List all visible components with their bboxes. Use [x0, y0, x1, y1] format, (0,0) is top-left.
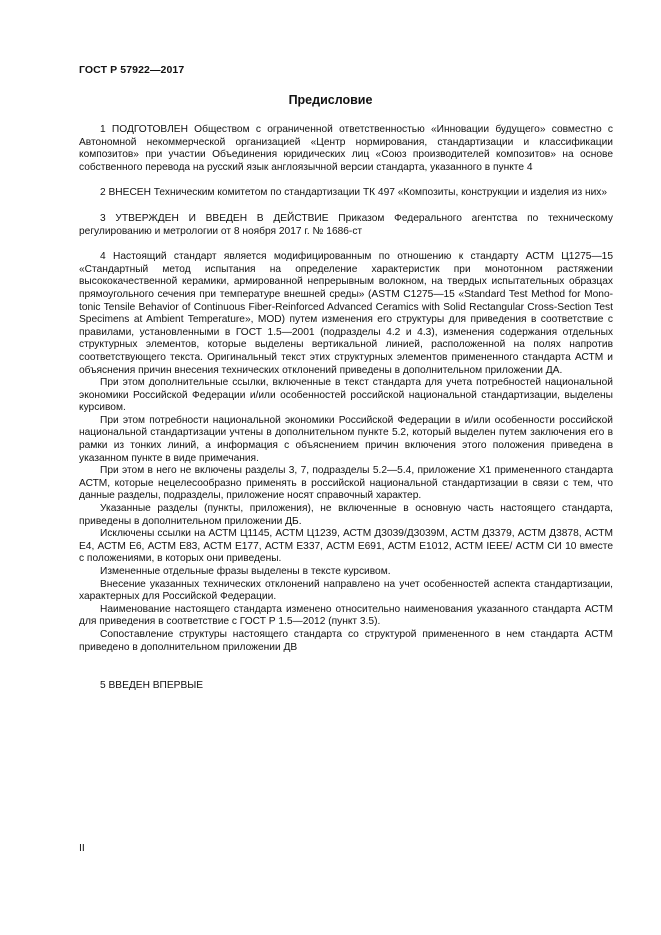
- paragraph-1-prepared: 1 ПОДГОТОВЛЕН Обществом с ограниченной ответственностью «Инновации будущего» совместно с Автономной некоммерческой организацией «Центр нормирования, стандартизации и классификации композитов» при участии Объединения юридических лиц «Союз производителей композитов» на основе собственного перевода на русский язык англоязычной версии стандарта, указанного в пункте 4: [79, 124, 613, 173]
- paragraph-excluded-sections: При этом в него не включены разделы 3, 7, подразделы 5.2—5.4, приложение Х1 примененного стандарта АСТМ, которые нецелесообразно применять в российской национальной стандартизации в связи с тем, что данные разделы, подразделы, приложение носят справочный характер.: [79, 465, 613, 502]
- paragraph-annex-db: Указанные разделы (пункты, приложения), не включенные в основную часть настоящего стандарта, приведены в дополнительном приложении ДБ.: [79, 503, 613, 527]
- standard-designation: ГОСТ Р 57922—2017: [79, 64, 185, 76]
- paragraph-excluded-references: Исключены ссылки на АСТМ Ц1145, АСТМ Ц1239, АСТМ Д3039/Д3039М, АСТМ Д3379, АСТМ Д3878, АСТМ Е4, АСТМ Е6, АСТМ Е83, АСТМ Е177, АСТМ Е337, АСТМ Е691, АСТМ Е1012, АСТМ IEEE/ АСТМ СИ 10 вместе с положениями, в которых они приведены.: [79, 528, 613, 565]
- paragraph-additional-references: При этом дополнительные ссылки, включенные в текст стандарта для учета потребностей национальной экономики Российской Федерации и/или особенностей российской национальной стандартизации, выделены курсивом.: [79, 377, 613, 414]
- page-number: II: [79, 842, 85, 854]
- paragraph-2-introduced: 2 ВНЕСЕН Техническим комитетом по стандартизации ТК 497 «Композиты, конструкции и изделия из них»: [100, 187, 608, 199]
- paragraph-italic-phrases: Измененные отдельные фразы выделены в тексте курсивом.: [100, 566, 391, 577]
- page-title: Предисловие: [288, 93, 373, 107]
- foreword-body: [79, 124, 613, 693]
- paragraph-technical-deviations: Внесение указанных технических отклонений направлено на учет особенностей аспекта стандартизации, характерных для Российской Федерации.: [79, 578, 613, 603]
- paragraph-5-first-time: 5 ВВЕДЕН ВПЕРВЫЕ: [100, 680, 204, 692]
- paragraph-national-needs: При этом потребности национальной экономики Российской Федерации в и/или особенности российской национальной стандартизации учтены в дополнительном пункте 5.2, который выделен путем заключения его в рамки из тонких линий, а информация с объяснением причин включения этого положения приведена в указанном пункте в виде примечания.: [79, 414, 613, 464]
- paragraph-3-approved: 3 УТВЕРЖДЕН И ВВЕДЕН В ДЕЙСТВИЕ Приказом Федерального агентства по техническому регулированию и метрологии от 8 ноября 2017 г. № 1686-ст: [79, 212, 613, 237]
- paragraph-structure-comparison: Сопоставление структуры настоящего стандарта со структурой примененного в нем стандарта АСТМ приведено в дополнительном приложении ДВ: [79, 628, 613, 653]
- paragraph-4-modified: 4 Настоящий стандарт является модифицированным по отношению к стандарту АСТМ Ц1275—15 «Стандартный метод испытания на определение характеристик при монотонном растяжении высококачественной керамики, армированной непрерывным волокном, на твердых испытательных образцах прямоугольного сечения при температуре внешней среды» (ASTM C1275—15 «Standard Test Method for Mono-tonic Tensile Behavior of Continuous Fiber-Reinforced Advanced Ceramics with Solid Rectangular Cross-Section Test Specimens at Ambient Temperature», MOD) путем изменения его структуры для приведения в соответствие с правилами, установленными в ГОСТ 1.5—2001 (подразделы 4.2 и 4.3), изменения содержания отдельных структурных элементов, которые выделены вертикальной линией, расположенной на полях напротив соответствующего текста. Оригинальный текст этих структурных элементов примененного стандарта АСТМ и объяснения причин внесения технических отклонений приведены в дополнительном приложении ДА.: [79, 251, 613, 376]
- paragraph-title-change: Наименование настоящего стандарта изменено относительно наименования указанного стандарта АСТМ для приведения в соответствие с ГОСТ Р 1.5—2012 (пункт 3.5).: [79, 603, 613, 628]
